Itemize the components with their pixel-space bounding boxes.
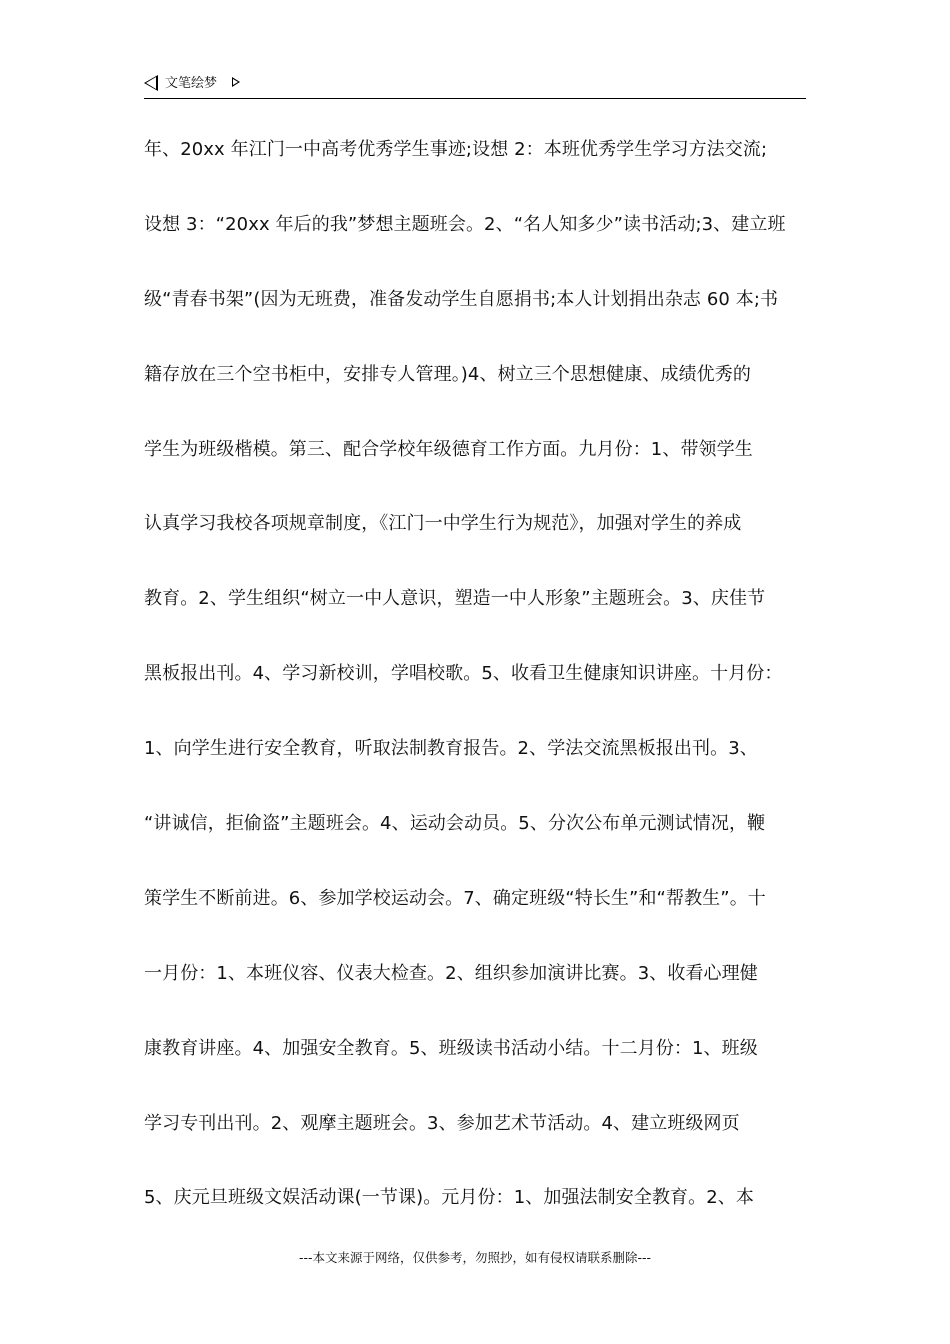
body-line: 学生为班级楷模。第三、配合学校年级德育工作方面。九月份：1、带领学生: [144, 438, 753, 460]
body-line: 康教育讲座。4、加强安全教育。5、班级读书活动小结。十二月份：1、班级: [144, 1037, 758, 1059]
body-line: 年、20xx 年江门一中高考优秀学生事迹;设想 2：本班优秀学生学习方法交流;: [144, 139, 768, 160]
body-line: 1、向学生进行安全教育，听取法制教育报告。2、学法交流黑板报出刊。3、: [144, 738, 758, 760]
triangle-left-icon: [144, 75, 158, 91]
body-line: 黑板报出刊。4、学习新校训，学唱校歌。5、收看卫生健康知识讲座。十月份：: [144, 663, 783, 685]
body-line: 一月份：1、本班仪容、仪表大检查。2、组织参加演讲比赛。3、收看心理健: [144, 962, 758, 984]
body-line: 策学生不断前进。6、参加学校运动会。7、确定班级“特长生”和“帮教生”。十: [144, 887, 766, 909]
body-line: “讲诚信，拒偷盗”主题班会。4、运动会动员。5、分次公布单元测试情况，鞭: [144, 813, 766, 835]
document-body: [144, 130, 809, 1253]
body-line: 5、庆元旦班级文娱活动课(一节课)。元月份：1、加强法制安全教育。2、本: [144, 1187, 754, 1209]
body-line: 级“青春书架”(因为无班费，准备发动学生自愿捐书;本人计划捐出杂志 60 本;书: [144, 288, 779, 310]
body-line: 认真学习我校各项规章制度，《江门一中学生行为规范》，加强对学生的养成: [144, 513, 742, 535]
body-line: 设想 3：“20xx 年后的我”梦想主题班会。2、“名人知多少”读书活动;3、建立班: [144, 213, 786, 235]
page-header: [144, 74, 806, 99]
header-title: 文笔绘梦: [165, 76, 218, 91]
page-footer: ---本文来源于网络，仅供参考，勿照抄，如有侵权请联系删除---: [298, 1250, 652, 1265]
body-line: 学习专刊出刊。2、观摩主题班会。3、参加艺术节活动。4、建立班级网页: [144, 1112, 740, 1134]
triangle-right-icon: [232, 77, 240, 87]
body-line: 籍存放在三个空书柜中，安排专人管理。)4、树立三个思想健康、成绩优秀的: [144, 363, 751, 385]
body-line: 教育。2、学生组织“树立一中人意识，塑造一中人形象”主题班会。3、庆佳节: [144, 588, 766, 610]
